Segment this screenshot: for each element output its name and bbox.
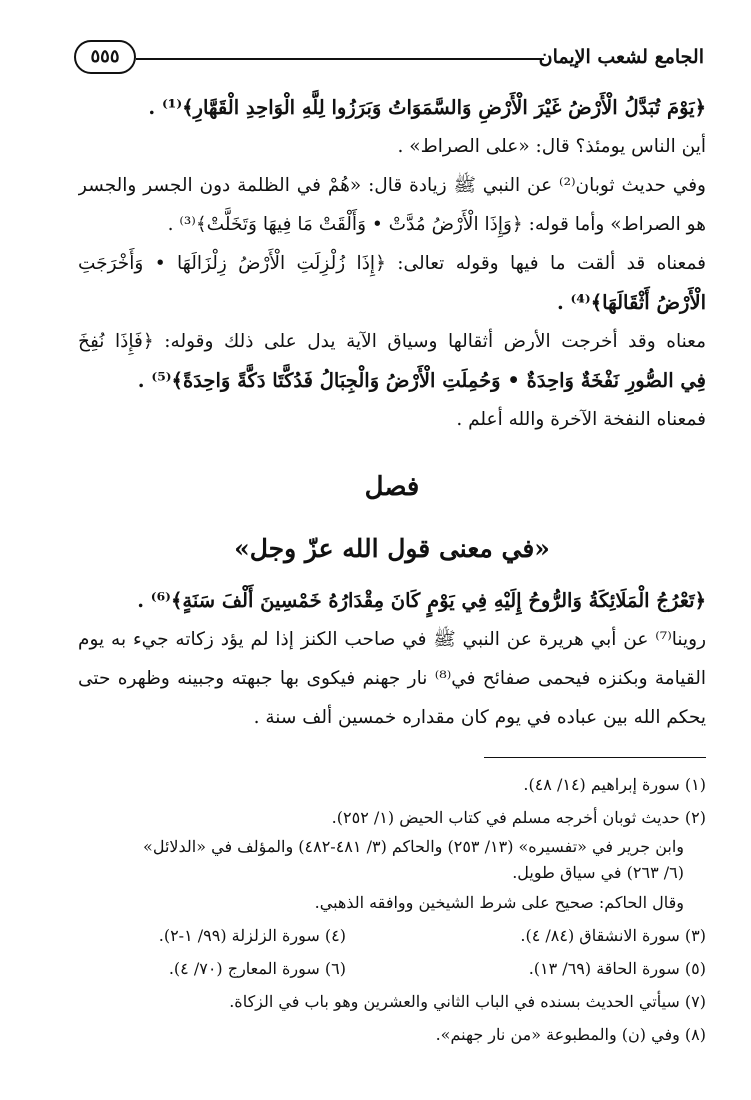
page-header <box>74 38 704 82</box>
text-line: روينا⁽⁷⁾ عن أبي هريرة عن النبي ﷺ في صاحب الكنز إذا لم يؤد زكاته جيء به يوم <box>78 629 706 650</box>
footnote: (٣) سورة الانشقاق (٨٤/ ٤). <box>520 926 706 945</box>
main-text <box>78 88 706 737</box>
footnote: (١) سورة إبراهيم (١٤/ ٤٨). <box>523 775 706 794</box>
header-rule <box>136 58 544 60</box>
page-number: ٥٥٥ <box>74 40 136 74</box>
footnote-row <box>78 952 706 985</box>
verse-line: فِي الصُّورِ نَفْخَةٌ وَاحِدَةٌ • وَحُمِلَتِ الْأَرْضُ وَالْجِبَالُ فَدُكَّتَا دَكَّةً وَاحِدَةً﴾⁽⁵⁾ . <box>137 369 706 392</box>
running-title: الجامع لشعب الإيمان <box>538 46 704 68</box>
text-line: هو الصراط» وأما قوله: ﴿وَإِذَا الْأَرْضُ مُدَّتْ • وَأَلْقَتْ مَا فِيهَا وَتَخَلَّتْ﴾⁽³⁾ . <box>167 214 706 235</box>
verse-line: الْأَرْضُ أَثْقَالَهَا﴾⁽⁴⁾ . <box>556 291 706 314</box>
text-line: أين الناس يومئذ؟ قال: «على الصراط» . <box>397 136 706 157</box>
section-subheading: «في معنى قول الله عزّ وجل» <box>234 534 550 563</box>
footnote-continuation: وقال الحاكم: صحيح على شرط الشيخين ووافقه الذهبي. <box>314 893 684 912</box>
text-line: معناه وقد أخرجت الأرض أثقالها وسياق الآية يدل على ذلك وقوله: ﴿فَإِذَا نُفِخَ <box>78 331 706 352</box>
footnote-continuation: وابن جرير في «تفسيره» (١٣/ ٢٥٣) والحاكم (٣/ ٤٨١-٤٨٢) والمؤلف في «الدلائل» <box>143 837 684 856</box>
verse-line: ﴿تَعْرُجُ الْمَلَائِكَةُ وَالرُّوحُ إِلَيْهِ فِي يَوْمٍ كَانَ مِقْدَارُهُ خَمْسِينَ أَلْفَ سَنَةٍ﴾⁽⁶⁾ . <box>137 589 706 612</box>
text-line: فمعناه النفخة الآخرة والله أعلم . <box>456 409 706 430</box>
footnotes <box>78 768 706 1051</box>
footnote: (٧) سيأتي الحديث بسنده في الباب الثاني والعشرين وهو باب في الزكاة. <box>229 992 706 1011</box>
footnote: (٦) سورة المعارج (٧٠/ ٤). <box>168 959 346 978</box>
text-line: يحكم الله بين عباده في يوم كان مقداره خمسين ألف سنة . <box>253 707 706 728</box>
footnote-row <box>78 919 706 952</box>
text-line: القيامة وبكنزه فيحمى صفائح في⁽⁸⁾ نار جهنم فيكوى بها جبهته وجبينه وظهره حتى <box>78 668 706 689</box>
footnote: (٢) حديث ثوبان أخرجه مسلم في كتاب الحيض (١/ ٢٥٢). <box>331 808 706 827</box>
footnote: (٨) وفي (ن) والمطبوعة «من نار جهنم». <box>435 1025 706 1044</box>
footnote: (٤) سورة الزلزلة (٩٩/ ١-٢). <box>158 926 346 945</box>
footnote-continuation: (٦/ ٢٦٣) في سياق طويل. <box>512 863 684 882</box>
text-line: وفي حديث ثوبان⁽²⁾ عن النبي ﷺ زيادة قال: «هُمْ في الظلمة دون الجسر والجسر <box>78 175 706 196</box>
section-heading: فصل <box>364 472 420 502</box>
footnote-separator <box>484 757 706 758</box>
verse-line: ﴿يَوْمَ تُبَدَّلُ الْأَرْضُ غَيْرَ الْأَرْضِ وَالسَّمَوَاتُ وَبَرَزُوا لِلَّهِ الْوَاحِدِ الْقَهَّارِ﴾⁽¹⁾ . <box>148 96 706 119</box>
footnote: (٥) سورة الحاقة (٦٩/ ١٣). <box>528 959 706 978</box>
text-line: فمعناه قد ألقت ما فيها وقوله تعالى: ﴿إِذَا زُلْزِلَتِ الْأَرْضُ زِلْزَالَهَا • وَأَخْرَجَتِ <box>78 253 706 274</box>
